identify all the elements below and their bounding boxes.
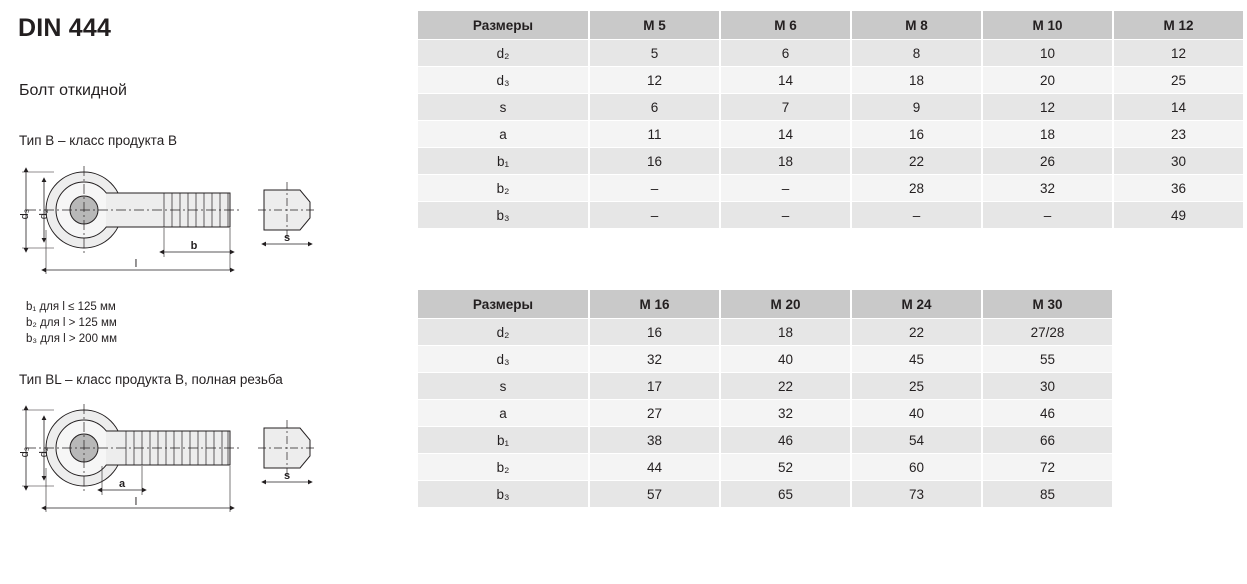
- type-bl-heading: Тип BL – класс продукта B, полная резьба: [19, 372, 283, 387]
- table1-row4-col3: 22: [852, 148, 981, 174]
- table1-row6-col2: –: [721, 202, 850, 228]
- note-b1-text: b₁ для l ≤ 125 мм: [26, 301, 116, 313]
- table1-row5-col3: 28: [852, 175, 981, 201]
- table2-row3-col3: 40: [852, 400, 981, 426]
- table2-row4-col5: [1114, 427, 1243, 453]
- svg-text:d₃: d₃: [19, 208, 31, 220]
- note-line-b3: [26, 331, 117, 347]
- table-row: [418, 94, 1243, 120]
- table1-row5-col5: 36: [1114, 175, 1243, 201]
- table1-row4-col1: 16: [590, 148, 719, 174]
- table1-row2-col4: 12: [983, 94, 1112, 120]
- table1-row3-col5: 23: [1114, 121, 1243, 147]
- table2-row3-col1: 27: [590, 400, 719, 426]
- table1-header-0: Размеры: [418, 11, 588, 39]
- table-sizes-m5-m12-wrapper: [416, 10, 1231, 229]
- table2-row4-col2: 46: [721, 427, 850, 453]
- table-row: [418, 121, 1243, 147]
- table2-row1-col1: 32: [590, 346, 719, 372]
- table2-row3-col2: 32: [721, 400, 850, 426]
- table2-row4-col4: 66: [983, 427, 1112, 453]
- note-b2-text: b₂ для l > 125 мм: [26, 317, 117, 329]
- table2-row0-col3: 22: [852, 319, 981, 345]
- svg-text:d₂: d₂: [38, 446, 50, 458]
- table2-row4-col3: 54: [852, 427, 981, 453]
- table2-header-5: [1114, 290, 1243, 318]
- table-row: [418, 427, 1243, 453]
- table2-header-3: M 24: [852, 290, 981, 318]
- table2-row4-label: b₁: [418, 427, 588, 453]
- table2-row6-col3: 73: [852, 481, 981, 507]
- table1-row3-col2: 14: [721, 121, 850, 147]
- table-sizes-m5-m12: [416, 10, 1245, 229]
- table1-header-2: M 6: [721, 11, 850, 39]
- table1-row4-col4: 26: [983, 148, 1112, 174]
- table2-row1-label: d₃: [418, 346, 588, 372]
- table1-row1-col1: 12: [590, 67, 719, 93]
- table1-row3-col4: 18: [983, 121, 1112, 147]
- page-title: DIN 444: [18, 14, 112, 42]
- table-row: [418, 67, 1243, 93]
- table2-row6-col1: 57: [590, 481, 719, 507]
- table1-row0-col1: 5: [590, 40, 719, 66]
- table2-row0-col5: [1114, 319, 1243, 345]
- type-b-heading: Тип B – класс продукта B: [19, 133, 177, 148]
- note-b3-text: b₃ для l > 200 мм: [26, 333, 117, 345]
- table2-row5-label: b₂: [418, 454, 588, 480]
- table2-row5-col5: [1114, 454, 1243, 480]
- table-row: [418, 40, 1243, 66]
- table1-row5-col2: –: [721, 175, 850, 201]
- table1-row0-label: d₂: [418, 40, 588, 66]
- table1-row0-col3: 8: [852, 40, 981, 66]
- table1-row2-label: s: [418, 94, 588, 120]
- table2-row1-col3: 45: [852, 346, 981, 372]
- table-row: [418, 319, 1243, 345]
- table1-header-1: M 5: [590, 11, 719, 39]
- document-subtitle: Болт откидной: [19, 82, 127, 99]
- table2-row6-col4: 85: [983, 481, 1112, 507]
- table1-row1-col2: 14: [721, 67, 850, 93]
- note-line-b2: [26, 315, 117, 331]
- svg-text:a: a: [118, 478, 126, 490]
- table-header-row: [418, 290, 1243, 318]
- table2-header-2: M 20: [721, 290, 850, 318]
- table2-row6-label: b₃: [418, 481, 588, 507]
- table2-row2-col2: 22: [721, 373, 850, 399]
- table2-row0-col1: 16: [590, 319, 719, 345]
- table2-row2-label: s: [418, 373, 588, 399]
- table1-header-3: M 8: [852, 11, 981, 39]
- table2-row5-col3: 60: [852, 454, 981, 480]
- table-row: [418, 481, 1243, 507]
- table2-header-1: M 16: [590, 290, 719, 318]
- table2-row5-col1: 44: [590, 454, 719, 480]
- table1-row4-col2: 18: [721, 148, 850, 174]
- table2-row4-col1: 38: [590, 427, 719, 453]
- table1-row1-col5: 25: [1114, 67, 1243, 93]
- svg-text:l: l: [134, 258, 138, 270]
- table1-row6-col1: –: [590, 202, 719, 228]
- table1-row4-label: b₁: [418, 148, 588, 174]
- table2-row1-col2: 40: [721, 346, 850, 372]
- table1-header-4: M 10: [983, 11, 1112, 39]
- table1-row5-col1: –: [590, 175, 719, 201]
- table1-row2-col1: 6: [590, 94, 719, 120]
- svg-text:b: b: [190, 240, 198, 252]
- table2-row0-col2: 18: [721, 319, 850, 345]
- table1-row6-label: b₃: [418, 202, 588, 228]
- table-header-row: [418, 11, 1243, 39]
- drawing-notes: [26, 299, 117, 347]
- svg-text:s: s: [283, 232, 291, 244]
- table2-row1-col4: 55: [983, 346, 1112, 372]
- table-row: [418, 202, 1243, 228]
- left-column: [0, 0, 410, 584]
- table-row: [418, 400, 1243, 426]
- table2-row2-col4: 30: [983, 373, 1112, 399]
- table1-row5-col4: 32: [983, 175, 1112, 201]
- table-sizes-m16-m30-wrapper: [416, 289, 1231, 508]
- table1-row2-col3: 9: [852, 94, 981, 120]
- table1-row6-col5: 49: [1114, 202, 1243, 228]
- table-row: [418, 148, 1243, 174]
- table1-row1-col4: 20: [983, 67, 1112, 93]
- table1-row0-col5: 12: [1114, 40, 1243, 66]
- table2-row2-col1: 17: [590, 373, 719, 399]
- table1-row6-col3: –: [852, 202, 981, 228]
- table2-row3-label: a: [418, 400, 588, 426]
- note-line-b1: [26, 299, 117, 315]
- table2-header-0: Размеры: [418, 290, 588, 318]
- table2-row0-label: d₂: [418, 319, 588, 345]
- table2-header-4: M 30: [983, 290, 1112, 318]
- table1-header-5: M 12: [1114, 11, 1243, 39]
- table1-row1-label: d₃: [418, 67, 588, 93]
- table2-row3-col4: 46: [983, 400, 1112, 426]
- table1-row6-col4: –: [983, 202, 1112, 228]
- table1-row3-label: a: [418, 121, 588, 147]
- table2-row2-col3: 25: [852, 373, 981, 399]
- table-row: [418, 373, 1243, 399]
- table1-row4-col5: 30: [1114, 148, 1243, 174]
- table1-row0-col2: 6: [721, 40, 850, 66]
- svg-text:d₂: d₂: [38, 208, 50, 220]
- table2-row5-col2: 52: [721, 454, 850, 480]
- table1-row5-label: b₂: [418, 175, 588, 201]
- table2-row6-col2: 65: [721, 481, 850, 507]
- table1-row3-col1: 11: [590, 121, 719, 147]
- table2-row3-col5: [1114, 400, 1243, 426]
- table2-row5-col4: 72: [983, 454, 1112, 480]
- table-row: [418, 454, 1243, 480]
- svg-text:d₃: d₃: [19, 446, 31, 458]
- svg-text:l: l: [134, 496, 138, 508]
- table-row: [418, 346, 1243, 372]
- table1-row0-col4: 10: [983, 40, 1112, 66]
- svg-text:s: s: [283, 470, 291, 482]
- table-sizes-m16-m30: [416, 289, 1245, 508]
- table2-row0-col4: 27/28: [983, 319, 1112, 345]
- table-row: [418, 175, 1243, 201]
- table1-row2-col5: 14: [1114, 94, 1243, 120]
- table1-row2-col2: 7: [721, 94, 850, 120]
- table1-row1-col3: 18: [852, 67, 981, 93]
- table2-row1-col5: [1114, 346, 1243, 372]
- table1-row3-col3: 16: [852, 121, 981, 147]
- drawing-type-bl: [14, 398, 334, 523]
- table2-row2-col5: [1114, 373, 1243, 399]
- table2-row6-col5: [1114, 481, 1243, 507]
- drawing-type-b: [14, 160, 334, 285]
